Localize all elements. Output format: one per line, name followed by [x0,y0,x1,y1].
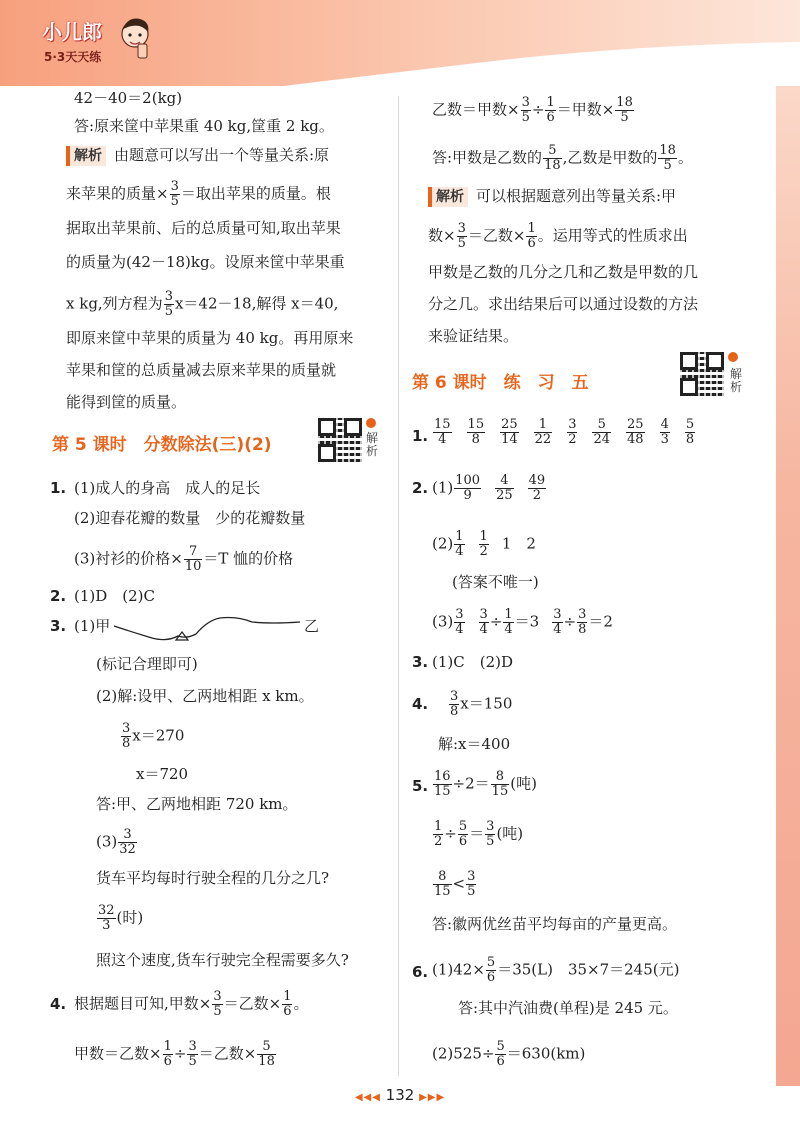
denominator: 3 [660,432,669,447]
numerator: 3 [486,819,495,834]
numerator: 3 [213,989,222,1004]
numerator: 3 [450,689,459,704]
numerator: 49 [528,473,546,488]
numerator: 7 [184,545,203,560]
numerator: 3 [164,289,173,304]
fraction [491,770,510,799]
fraction [545,96,555,125]
qr-label: 解析 [730,367,743,394]
denominator: 6 [546,110,555,125]
denominator: 18 [258,1054,275,1069]
denominator: 24 [593,432,611,447]
answer-line: 甲数＝乙数× $\frac{1}{6}$ ÷ $\frac{3}{5}$ ＝乙数× $\frac{5}{18}$ [74,1039,275,1069]
fraction [626,418,645,447]
fraction [212,990,222,1019]
denominator: 15 [434,884,451,899]
denominator: 32 [119,842,136,857]
denominator: 5 [620,110,629,125]
lesson-5-heading: 第 5 课时 分数除法(三)(2) [52,435,272,455]
question-number: 2. [412,479,429,497]
numerator: 100 [455,473,481,488]
answer-line: (2) $\frac{1}{4}$ $\frac{1}{2}$ 1 2 [432,529,536,559]
fraction [282,990,292,1019]
numerator: 5 [257,1040,276,1055]
analysis-line: 的质量为(42－18)kg。设原来筐中苹果重 [66,253,345,271]
fraction [495,1040,505,1069]
denominator: 18 [544,158,561,173]
column-divider [398,96,399,1076]
denominator: 5 [521,110,530,125]
denominator: 4 [553,622,562,637]
analysis-tag: 解析 [428,187,468,207]
denominator: 22 [534,432,552,447]
answer-line: $\frac{32}{3}$ (时) [98,903,144,933]
analysis-tag: 解析 [66,146,106,166]
denominator: 8 [450,704,459,719]
analysis-line: 据取出苹果前、后的总质量可知,取出苹果 [66,219,341,237]
question-number: 5. [412,777,429,795]
prev-arrows-icon: ◀◀◀ [354,1092,381,1103]
numerator: 8 [433,870,452,885]
fraction [433,770,452,799]
fraction [503,608,513,637]
numerator: 3 [188,1039,197,1054]
fraction [592,418,611,447]
question-number: 2. [50,587,67,605]
fraction [187,1040,197,1069]
numerator: 3 [578,607,587,622]
answer-line: (2)解:设甲、乙两地相距 x km。 [96,687,314,705]
analysis-line: 来苹果的质量× $\frac{3}{5}$ ＝取出苹果的质量。根 [66,179,331,209]
fraction [170,180,180,209]
numerator: 3 [521,95,530,110]
numerator: 1 [479,529,488,544]
denominator: 9 [463,488,472,503]
analysis-line: 数× $\frac{3}{5}$ ＝乙数× $\frac{1}{6}$ 。运用等式的性质求出 [428,221,688,251]
denominator: 6 [163,1054,172,1069]
numerator: 3 [118,828,137,843]
analysis-line: 分之几。求出结果后可以通过设数的方法 [428,295,699,313]
numerator: 3 [467,869,476,884]
numerator: 4 [495,474,514,489]
lesson-6-heading: 第 6 课时 练 习 五 [412,373,589,393]
fraction [500,418,519,447]
answer-line: 乙 [304,617,320,635]
denominator: 8 [471,432,480,447]
question-number: 3. [50,617,67,635]
denominator: 5 [467,884,476,899]
numerator: 32 [98,903,115,918]
next-arrows-icon: ▶▶▶ [419,1092,446,1103]
fraction [495,474,514,503]
denominator: 25 [496,488,513,503]
fraction [526,222,536,251]
qr-label: 解析 [366,431,379,458]
numerator: 18 [659,143,676,158]
numerator: 1 [534,418,553,433]
answer-line: 答:甲数是乙数的 $\frac{5}{18}$ ,乙数是甲数的 $\frac{18}{5}$ 。 [432,143,693,173]
question-number: 1. [412,427,429,445]
fraction [449,690,459,719]
fraction [97,904,116,933]
question-number: 1. [50,479,67,497]
numerator: 15 [434,417,451,432]
denominator: 4 [504,622,513,637]
fraction [534,418,553,447]
numerator: 25 [501,417,518,432]
numerator: 1 [283,989,292,1004]
note: (标记合理即可) [96,655,198,673]
answer-line: (3) $\frac{3}{32}$ [96,827,136,857]
answer-line: (1)42× $\frac{5}{6}$ ＝35(L) 35×7＝245(元) [432,955,680,985]
equation: $\frac{1}{2}$ ÷ $\frac{5}{6}$ ＝ $\frac{3}{5}$ (吨) [434,819,524,849]
numerator: 1 [163,1039,172,1054]
answer-line: (3)衬衫的价格× $\frac{7}{10}$ ＝T 恤的价格 [74,544,294,574]
fraction [479,608,489,637]
equation: $\frac{16}{15}$ ÷2＝ $\frac{8}{15}$ (吨) [434,769,537,799]
fraction [466,870,476,899]
fraction [257,1040,276,1069]
numerator: 3 [568,417,577,432]
answer-line: 根据题目可知,甲数× $\frac{3}{5}$ ＝乙数× $\frac{1}{6}$ 。 [74,989,309,1019]
numerator: 3 [455,607,464,622]
answer-line: (3) $\frac{3}{4}$ $\frac{3}{4}$ ÷ $\frac{1}{4}$ ＝3 $\frac{3}{4}$ ÷ $\frac{3}{8}$ ＝2 [432,607,613,637]
note: (答案不唯一) [452,573,539,591]
answer-line: 货车平均每时行驶全程的几分之几? [96,869,330,887]
fraction [615,96,634,125]
fraction [454,530,464,559]
fraction [479,530,489,559]
answer-line: (1)甲 [74,617,111,635]
numerator: 1 [527,221,536,236]
page-number: 132 [385,1086,415,1104]
numerator: 3 [170,179,179,194]
fraction [118,828,137,857]
play-icon [728,352,738,362]
numerator: 5 [496,1039,505,1054]
play-icon [366,418,376,428]
answer-line: (1) $\frac{100}{9}$ $\frac{4}{25}$ $\frac{49}{2}$ [432,473,546,503]
denominator: 8 [685,432,695,447]
denominator: 6 [458,834,468,849]
question-number: 4. [50,995,67,1013]
fraction [454,474,481,503]
answer-line: 照这个速度,货车行驶完全程需要多久? [96,951,349,969]
fraction [685,418,695,447]
denominator: 8 [122,736,131,751]
answer-line: 答:徽两优丝苗平均每亩的产量更高。 [432,915,678,933]
qr-code-icon[interactable] [680,352,724,396]
numerator: 3 [553,607,562,622]
denominator: 8 [578,622,587,637]
denominator: 3 [102,918,111,933]
fraction [528,474,547,503]
denominator: 4 [438,432,447,447]
fraction [163,1040,173,1069]
page-edge-stripe [776,86,800,1086]
denominator: 14 [501,432,518,447]
fraction [121,722,131,751]
fraction [433,820,443,849]
denominator: 5 [170,194,179,209]
logo-title: 小儿郎 [42,20,102,44]
denominator: 5 [663,158,672,173]
fraction [543,144,562,173]
question-number: 3. [412,653,429,671]
numerator: 1 [546,95,555,110]
numerator: 1 [434,819,443,834]
denominator: 2 [479,544,488,559]
analysis-line: 解析 由题意可以写出一个等量关系:原 [66,145,329,166]
answer-line: 解:x＝400 [438,735,511,753]
numerator: 4 [660,417,669,432]
fraction [164,290,174,319]
fraction [567,418,577,447]
analysis-line: 解析 可以根据题意列出等量关系:甲 [428,186,676,207]
numerator: 1 [504,607,513,622]
equation: $\frac{8}{15}$ < $\frac{3}{5}$ [434,869,476,899]
denominator: 6 [496,1054,505,1069]
denominator: 6 [527,236,536,251]
denominator: 10 [184,559,202,574]
fraction [486,956,496,985]
answer-line: 答:其中汽油费(单程)是 245 元。 [458,999,678,1017]
fraction [467,418,486,447]
numerator: 5 [458,819,468,834]
denominator: 5 [188,1054,197,1069]
denominator: 2 [532,488,542,503]
numerator: 3 [122,721,131,736]
denominator: 15 [434,784,451,799]
denominator: 15 [491,784,509,799]
question-number: 6. [412,963,429,981]
logo-subtitle: 5·3天天练 [44,50,102,64]
fraction [457,222,467,251]
numerator: 5 [592,418,611,433]
answer-line: 答:甲、乙两地相距 720 km。 [96,795,298,813]
numerator: 3 [479,607,488,622]
analysis-line: 来验证结果。 [428,327,519,345]
equation: x＝720 [136,765,189,783]
fraction-list [432,418,709,447]
numerator: 5 [486,955,496,970]
fraction [552,608,562,637]
analysis-line: 甲数是乙数的几分之几和乙数是甲数的几 [428,263,699,281]
text-line: 42－40＝2(kg) [74,89,183,107]
numerator: 16 [434,769,451,784]
analysis-line: 即原来筐中苹果的质量为 40 kg。再用原来 [66,329,354,347]
analysis-line: x kg,列方程为 $\frac{3}{5}$ x＝42－18,解得 x＝40, [66,289,339,319]
denominator: 4 [479,622,488,637]
fraction [660,418,670,447]
numerator: 1 [455,529,464,544]
numerator: 3 [457,221,466,236]
text-line: 答:原来筐中苹果重 40 kg,筐重 2 kg。 [74,117,334,135]
answer-line: (1)D (2)C [74,587,155,605]
fraction [658,144,677,173]
denominator: 5 [213,1004,222,1019]
numerator: 5 [685,417,695,432]
denominator: 4 [455,544,464,559]
denominator: 5 [486,834,495,849]
answer-line: (2)迎春花瓣的数量 少的花瓣数量 [74,509,306,527]
answer-line: 乙数＝甲数× $\frac{3}{5}$ ÷ $\frac{1}{6}$ ＝甲数× $\frac{18}{5}$ [432,95,633,125]
denominator: 4 [455,622,464,637]
fraction [577,608,587,637]
answer-line: (2)525÷ $\frac{5}{6}$ ＝630(km) [432,1039,586,1069]
numerator: 8 [491,770,510,785]
question-number: 4. [412,695,429,713]
denominator: 6 [486,970,496,985]
denominator: 48 [627,432,644,447]
fraction [184,545,203,574]
analysis-line: 能得到筐的质量。 [66,393,187,411]
denominator: 5 [164,304,173,319]
analysis-line: 苹果和筐的总质量减去原来苹果的质量就 [66,361,337,379]
numerator: 18 [616,95,633,110]
qr-code-icon[interactable] [318,418,362,462]
denominator: 2 [434,834,443,849]
numerator: 25 [627,417,644,432]
fraction [485,820,495,849]
denominator: 6 [283,1004,292,1019]
denominator: 5 [457,236,466,251]
numerator: 5 [543,144,562,159]
fraction [521,96,531,125]
fraction [454,608,464,637]
numerator: 15 [467,417,485,432]
equation: $\frac{3}{8}$ x＝270 [122,721,185,751]
route-sketch [112,612,302,646]
fraction [433,418,452,447]
denominator: 2 [568,432,577,447]
equation: $\frac{3}{8}$ x＝150 [450,689,513,719]
answer-line: (1)C (2)D [432,653,513,671]
page-footer [340,1086,460,1104]
fraction [458,820,468,849]
fraction [433,870,452,899]
answer-line: (1)成人的身高 成人的足长 [74,479,261,497]
